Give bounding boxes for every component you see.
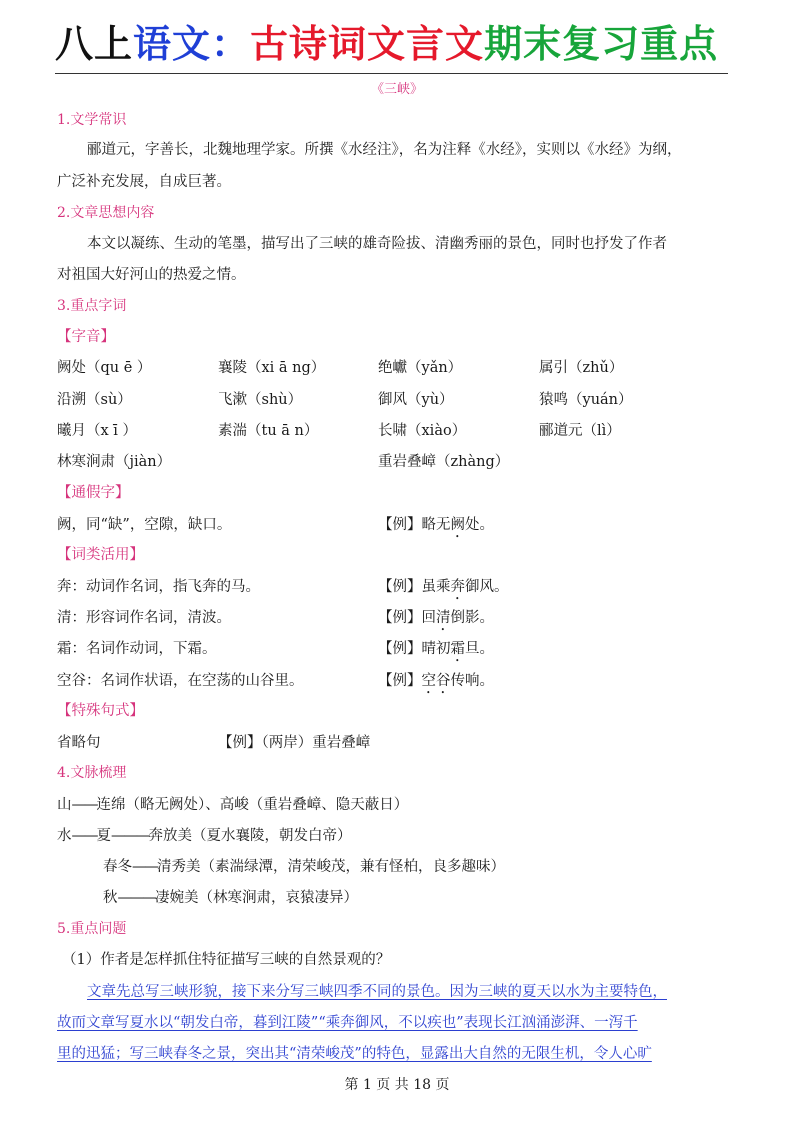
word-class-explanation: 清：形容词作名词，清波。 xyxy=(57,610,231,626)
structure-season: 秋 xyxy=(103,890,118,906)
paragraph-literary-line2: 广泛补充发展，自成巨著。 xyxy=(57,174,231,190)
section-heading-theme: 2.文章思想内容 xyxy=(57,205,155,221)
structure-water-summer xyxy=(57,826,352,846)
interchangeable-explanation: 阙，同“缺”，空隙，缺口。 xyxy=(57,517,232,533)
word-class-example xyxy=(378,671,494,697)
section-heading-literary-knowledge: 1.文学常识 xyxy=(57,112,127,128)
page-footer: 第 1 页 共 18 页 xyxy=(344,1077,450,1093)
article-title: 《三峡》 xyxy=(370,82,423,97)
structure-label: 水 xyxy=(57,828,72,844)
pronunciation-item: 林寒涧肃（jiàn） xyxy=(57,454,172,470)
word-class-example xyxy=(378,608,494,634)
pronunciation-item: 阙处（qu ē ） xyxy=(57,360,152,376)
example-key-char: 阙 xyxy=(450,517,465,533)
example-key-char: 霜 xyxy=(450,641,465,657)
example-text-post: 处。 xyxy=(465,517,494,533)
paragraph-theme-line1: 本文以凝练、生动的笔墨，描写出了三峡的雄奇险拔、清幽秀丽的景色，同时也抒发了作者 xyxy=(87,236,667,252)
section-heading-key-words: 3.重点字词 xyxy=(57,298,127,314)
example-text-pre: 晴初 xyxy=(421,641,451,657)
pronunciation-item: 绝巘（yǎn） xyxy=(378,360,463,376)
example-tag: 【例】 xyxy=(378,579,422,595)
pronunciation-item: 重岩叠嶂（zhàng） xyxy=(378,454,510,470)
title-part-subject: 语文 xyxy=(133,22,212,66)
structure-dash: ——— xyxy=(111,828,149,844)
label-pronunciation: 【字音】 xyxy=(57,329,115,345)
title-part-grade: 八上 xyxy=(55,22,134,66)
label-special-sentence: 【特殊句式】 xyxy=(57,703,144,719)
title-part-topic: 古诗词文言文 xyxy=(250,22,485,66)
paragraph-theme-line2: 对祖国大好河山的热爱之情。 xyxy=(57,267,246,283)
title-part-review: 期末复习重点 xyxy=(484,22,719,66)
label-interchangeable-characters: 【通假字】 xyxy=(57,485,130,501)
question-1: （1）作者是怎样抓住特征描写三峡的自然景观的？ xyxy=(62,952,391,968)
structure-dash: —— xyxy=(71,828,97,844)
structure-label: 山 xyxy=(57,797,72,813)
paragraph-literary-line1: 郦道元，字善长，北魏地理学家。所撰《水经注》，名为注释《水经》，实则以《水经》为纲， xyxy=(87,142,682,158)
example-tag: 【例】 xyxy=(378,517,422,533)
example-text-post: 倒影。 xyxy=(450,610,494,626)
structure-text: 清秀美（素湍绿潭，清荣峻茂，兼有怪柏，良多趣味） xyxy=(157,859,505,875)
section-heading-structure: 4.文脉梳理 xyxy=(57,765,127,781)
example-text-post: 旦。 xyxy=(465,641,494,657)
structure-dash: —— xyxy=(132,859,157,875)
special-sentence-type: 省略句 xyxy=(57,735,101,751)
pronunciation-item: 曦月（x ī ） xyxy=(57,423,138,439)
structure-spring-winter xyxy=(103,857,505,877)
example-tag: 【例】 xyxy=(378,610,422,626)
word-class-example xyxy=(378,639,494,665)
example-text-post: 传响。 xyxy=(450,673,494,689)
example-text-pre: 回 xyxy=(421,610,436,626)
pronunciation-item: 沿溯（sù） xyxy=(57,392,132,408)
word-class-explanation: 霜：名词作动词，下霜。 xyxy=(57,641,217,657)
structure-season: 夏 xyxy=(96,828,111,844)
page-title xyxy=(55,16,745,72)
structure-dash: ——— xyxy=(117,890,155,906)
answer-1-line1: 文章先总写三峡形貌，接下来分写三峡四季不同的景色。因为三峡的夏天以水为主要特色， xyxy=(87,984,667,1000)
structure-autumn xyxy=(103,888,358,908)
example-tag: 【例】 xyxy=(378,641,422,657)
pronunciation-item: 素湍（tu ā n） xyxy=(218,423,319,439)
title-divider xyxy=(55,73,728,74)
structure-dash: —— xyxy=(71,797,97,813)
example-key-char: 奔 xyxy=(450,579,465,595)
structure-season: 春冬 xyxy=(103,859,132,875)
example-tag: 【例】 xyxy=(378,673,422,689)
interchangeable-example xyxy=(378,515,494,541)
example-text-pre: 虽乘 xyxy=(421,579,451,595)
pronunciation-item: 飞漱（shù） xyxy=(218,392,303,408)
word-class-explanation: 空谷：名词作状语，在空荡的山谷里。 xyxy=(57,673,304,689)
answer-1-line2: 故而文章写夏水以“朝发白帝，暮到江陵”“乘奔御风，不以疾也”表现长江汹涌澎湃、一泻千 xyxy=(57,1015,638,1031)
example-text-pre: 略无 xyxy=(421,517,451,533)
label-word-class-shift: 【词类活用】 xyxy=(57,547,144,563)
section-heading-key-questions: 5.重点问题 xyxy=(57,921,127,937)
example-key-char: 清 xyxy=(436,610,451,626)
structure-text: 连绵（略无阙处）、高峻（重岩叠嶂、隐天蔽日） xyxy=(96,797,409,813)
word-class-explanation: 奔：动词作名词，指飞奔的马。 xyxy=(57,579,260,595)
pronunciation-item: 猿鸣（yuán） xyxy=(539,392,633,408)
special-sentence-example: 【例】（两岸）重岩叠嶂 xyxy=(218,735,371,751)
pronunciation-item: 长啸（xiào） xyxy=(378,423,467,439)
pronunciation-item: 襄陵（xi ā ng） xyxy=(218,360,326,376)
title-part-colon: ： xyxy=(211,22,251,66)
pronunciation-item: 御风（yù） xyxy=(378,392,454,408)
structure-mountain xyxy=(57,795,408,815)
example-key-char: 空谷 xyxy=(421,673,451,689)
structure-text: 凄婉美（林寒涧肃，哀猿凄异） xyxy=(155,890,358,906)
pronunciation-item: 郦道元（lì） xyxy=(539,423,621,439)
word-class-example xyxy=(378,577,509,603)
pronunciation-item: 属引（zhǔ） xyxy=(539,360,624,376)
structure-text: 奔放美（夏水襄陵，朝发白帝） xyxy=(148,828,352,844)
answer-1-line3: 里的迅猛；写三峡春冬之景，突出其“清荣峻茂”的特色，显露出大自然的无限生机，令人心旷 xyxy=(57,1046,652,1062)
example-text-post: 御风。 xyxy=(465,579,509,595)
